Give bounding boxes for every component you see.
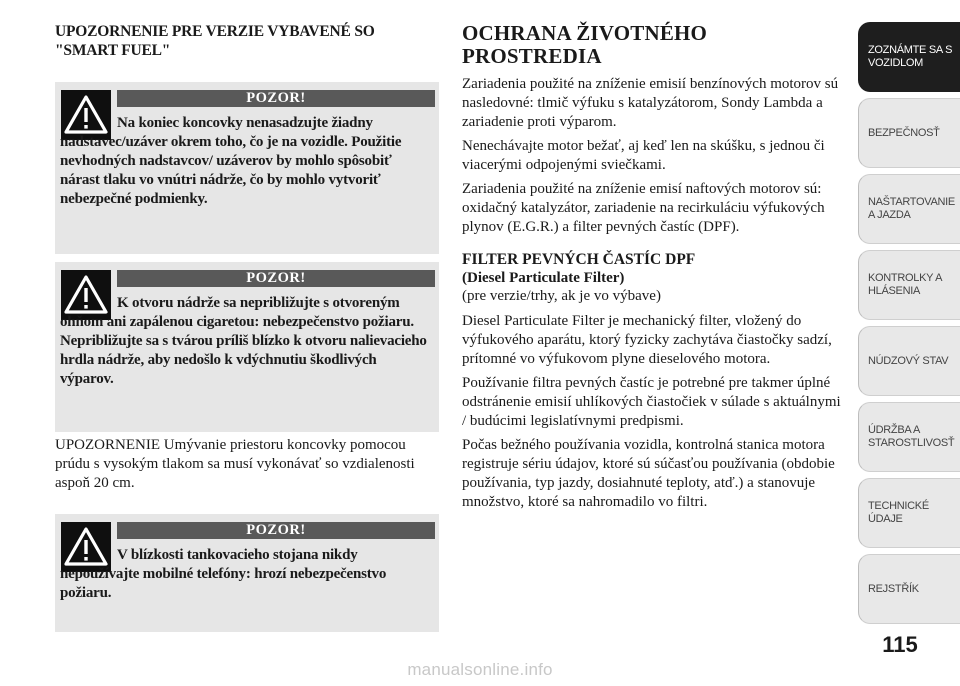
- paragraph: Zariadenia použité na zníženie emisií benzínových motorov sú nasledovné: tlmič výfuku s katalyzátorom, Sondy Lambda a zariadenie proti výparom.: [462, 76, 839, 130]
- warning-label: POZOR!: [117, 522, 435, 539]
- warning-text: V blízkosti tankovacieho stojana nikdy nepoužívajte mobilné telefóny: hrozí nebezpečenstvo požiaru.: [60, 547, 387, 601]
- section-heading: UPOZORNENIE PRE VERZIE VYBAVENÉ SO "SMART FUEL": [55, 23, 375, 59]
- warning-box: [55, 82, 439, 254]
- tab-label: ZOZNÁMTE SA S VOZIDLOM: [868, 44, 953, 69]
- warning-label: POZOR!: [117, 90, 435, 107]
- tab-rejstrik[interactable]: [858, 554, 960, 624]
- tab-udrzba[interactable]: [858, 402, 960, 472]
- paragraph: Diesel Particulate Filter je mechanický filter, vložený do výfukového aparátu, ktorý fyzicky zachytáva čiastočky sadzí, prítomné vo výfukovom plyne dieselového motora.: [462, 313, 832, 367]
- left-column: [55, 22, 439, 601]
- footer-watermark: manualsonline.info: [407, 660, 553, 679]
- paragraph: Nenechávajte motor bežať, aj keď len na skúšku, s jednou či viacerými odpojenými sviečkami.: [462, 138, 825, 173]
- paragraph: Používanie filtra pevných častíc je potrebné pre takmer úplné odstránenie emisií uhlíkových čiastočiek v súlade s aktuálnymi / budúcimi legislatívnymi predpismi.: [462, 375, 841, 429]
- tab-label: TECHNICKÉ ÚDAJE: [868, 500, 929, 525]
- section-title: OCHRANA ŽIVOTNÉHO PROSTREDIA: [462, 21, 708, 68]
- warning-text: Na koniec koncovky nenasadzujte žiadny nadstavec/uzáver okrem toho, čo je na vozidle. Použitie nevhodných nadstavcov/ uzáverov by mohlo spôsobiť nárast tlaku vo vnútri nádrže, čo by mohlo vytvoriť nebezpečné podmienky.: [60, 115, 402, 207]
- right-column: [462, 22, 847, 517]
- tab-nudzovy-stav[interactable]: [858, 326, 960, 396]
- warning-box: [55, 262, 439, 432]
- dpf-note: (pre verzie/trhy, ak je vo výbave): [462, 288, 661, 304]
- tab-startovanie[interactable]: [858, 174, 960, 244]
- tab-label: NÚDZOVÝ STAV: [868, 354, 949, 367]
- washing-note: UPOZORNENIE Umývanie priestoru koncovky pomocou prúdu s vysokým tlakom sa musí vykonávať so vzdialenosti aspoň 20 cm.: [55, 437, 415, 491]
- tab-label: NAŠTARTOVANIE A JAZDA: [868, 196, 955, 221]
- warning-label: POZOR!: [117, 270, 435, 287]
- tab-label: ÚDRŽBA A STAROSTLIVOSŤ: [868, 424, 955, 449]
- tab-kontrolky[interactable]: [858, 250, 960, 320]
- chapter-tabs: [858, 22, 960, 630]
- paragraph: Zariadenia použité na zníženie emisí naftových motorov sú: oxidačný katalyzátor, zariadenie na recirkuláciu výfukových plynov (E.G.R.) a filter pevných častíc (DPF).: [462, 181, 825, 235]
- tab-bezpecnost[interactable]: [858, 98, 960, 168]
- tab-label: REJSTŘÍK: [868, 582, 919, 595]
- tab-vozidlo[interactable]: [858, 22, 960, 92]
- dpf-subtitle: (Diesel Particulate Filter): [462, 270, 625, 286]
- tab-label: KONTROLKY A HLÁSENIA: [868, 272, 942, 297]
- page-number: 115: [882, 632, 918, 657]
- warning-box: [55, 514, 439, 632]
- warning-text: K otvoru nádrže sa nepribližujte s otvoreným ohňom ani zapálenou cigaretou: nebezpečenstvo požiaru. Nepribližujte sa s tvárou príliš blízko k otvoru nalievacieho hrdla nádrže, aby nedošlo k vdýchnutiu škodlivých výparov.: [60, 295, 427, 387]
- tab-technicke-udaje[interactable]: [858, 478, 960, 548]
- tab-label: BEZPEČNOSŤ: [868, 126, 940, 139]
- paragraph: Počas bežného používania vozidla, kontrolná stanica motora registruje sériu údajov, ktoré sú súčasťou používania (obdobie používania, typ jazdy, dosiahnuté teploty, atď.) a stanovuje množstvo, ktoré sa nahromadilo vo filtri.: [462, 437, 835, 510]
- dpf-title: FILTER PEVNÝCH ČASTÍC DPF: [462, 251, 696, 268]
